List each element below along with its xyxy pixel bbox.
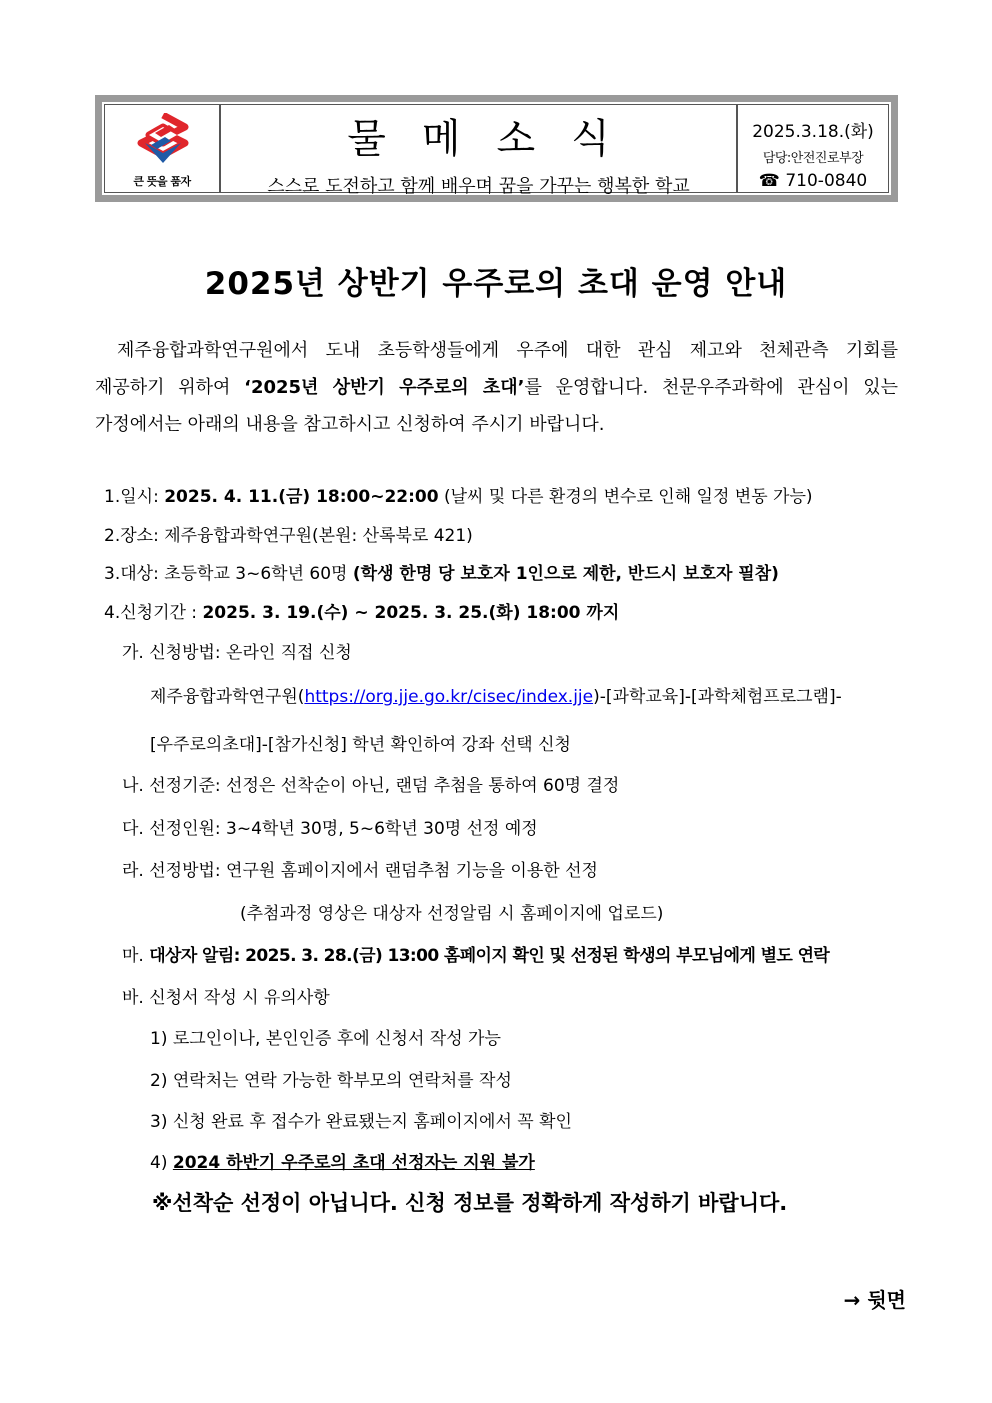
department: 담당:안전진로부장 bbox=[762, 151, 864, 166]
intro-line-1: 제주융합과학연구원에서 도내 초등학생들에게 우주에 대한 관심 제고와 천체관측 기회를 bbox=[117, 340, 898, 361]
notice-text: ※선착순 선정이 아닙니다. 신청 정보를 정확하게 작성하기 바랍니다. bbox=[152, 1191, 788, 1215]
intro-line-3: 가정에서는 아래의 내용을 참고하시고 신청하여 주시기 바랍니다. bbox=[95, 414, 605, 435]
header-inner-frame bbox=[104, 104, 889, 197]
intro-line-2-pre: 제공하기 위하여 bbox=[95, 377, 245, 398]
target-note: (학생 한명 당 보호자 1인으로 제한, 반드시 보호자 필참) bbox=[352, 564, 779, 584]
item-ga: 가. 신청방법: 온라인 직접 신청 bbox=[122, 643, 352, 663]
document-title: 2025년 상반기 우주로의 초대 운영 안내 bbox=[204, 266, 788, 302]
item-ga-path bbox=[150, 682, 842, 707]
logo-cell bbox=[105, 105, 221, 192]
item-period bbox=[104, 598, 619, 623]
item-ba-4 bbox=[150, 1148, 535, 1173]
ga-path-pre: 제주융합과학연구원( bbox=[150, 687, 305, 707]
item-ga-path-2: [우주로의초대]-[참가신청] 학년 확인하여 강좌 선택 신청 bbox=[150, 735, 571, 755]
title-cell bbox=[221, 105, 738, 197]
period-label: 4.신청기간 : bbox=[104, 603, 203, 623]
item-ba-2: 2) 연락처는 연락 가능한 학부모의 연락처를 작성 bbox=[150, 1071, 512, 1091]
item-ra: 라. 선정방법: 연구원 홈페이지에서 랜덤추첨 기능을 이용한 선정 bbox=[122, 861, 598, 881]
ba-4-text: 2024 하반기 우주로의 초대 선정자는 지원 불가 bbox=[172, 1153, 535, 1173]
intro-line-2-post: 를 운영합니다. 천문우주과학에 관심이 있는 bbox=[524, 377, 899, 398]
program-name: ‘2025년 상반기 우주로의 초대’ bbox=[244, 377, 525, 398]
item-target bbox=[104, 559, 779, 584]
ma-label: 마. bbox=[122, 946, 150, 966]
logo-caption: 큰 뜻을 품자 bbox=[133, 175, 191, 188]
item-place: 2.장소: 제주융합과학연구원(본원: 산록북로 421) bbox=[104, 526, 473, 546]
item-ba: 바. 신청서 작성 시 유의사항 bbox=[122, 988, 330, 1008]
intro-paragraph bbox=[95, 332, 898, 443]
period-value: 2025. 3. 19.(수) ~ 2025. 3. 25.(화) 18:00 까지 bbox=[202, 603, 620, 623]
phone-number: ☎ 710-0840 bbox=[758, 171, 868, 191]
target-label: 3.대상: 초등학교 3~6학년 60명 bbox=[104, 564, 353, 584]
date-label: 1.일시: bbox=[104, 487, 165, 507]
institute-url-link[interactable]: https://org.jje.go.kr/cisec/index.jje bbox=[304, 687, 594, 707]
item-ra-note: (추첨과정 영상은 대상자 선정알림 시 홈페이지에 업로드) bbox=[240, 904, 664, 924]
issue-date: 2025.3.18.(화) bbox=[752, 122, 874, 142]
ma-text: 대상자 알림: 2025. 3. 28.(금) 13:00 홈페이지 확인 및 선정된 학생의 부모님에게 별도 연락 bbox=[149, 946, 830, 966]
item-ba-3: 3) 신청 완료 후 접수가 완료됐는지 홈페이지에서 꼭 확인 bbox=[150, 1112, 572, 1132]
ga-path-post: )-[과학교육]-[과학체험프로그램]- bbox=[593, 687, 842, 707]
item-ma bbox=[122, 941, 829, 966]
school-logo-icon bbox=[135, 113, 191, 165]
info-cell bbox=[738, 105, 888, 192]
back-page-indicator: → 뒷면 bbox=[843, 1288, 906, 1312]
newsletter-header bbox=[95, 95, 898, 202]
school-motto: 스스로 도전하고 함께 배우며 꿈을 가꾸는 행복한 학교 bbox=[267, 176, 690, 197]
date-note: (날씨 및 다른 환경의 변수로 인해 일정 변동 가능) bbox=[438, 487, 813, 507]
item-ba-1: 1) 로그인이나, 본인인증 후에 신청서 작성 가능 bbox=[150, 1029, 501, 1049]
intro-line-2 bbox=[95, 369, 898, 406]
date-value: 2025. 4. 11.(금) 18:00~22:00 bbox=[164, 487, 439, 507]
item-na: 나. 선정기준: 선정은 선착순이 아닌, 랜덤 추첨을 통하여 60명 결정 bbox=[122, 776, 620, 796]
ba-4-number: 4) bbox=[150, 1153, 173, 1173]
item-da: 다. 선정인원: 3~4학년 30명, 5~6학년 30명 선정 예정 bbox=[122, 819, 538, 839]
item-date bbox=[104, 482, 813, 507]
newsletter-title: 물메소식 bbox=[347, 116, 646, 162]
